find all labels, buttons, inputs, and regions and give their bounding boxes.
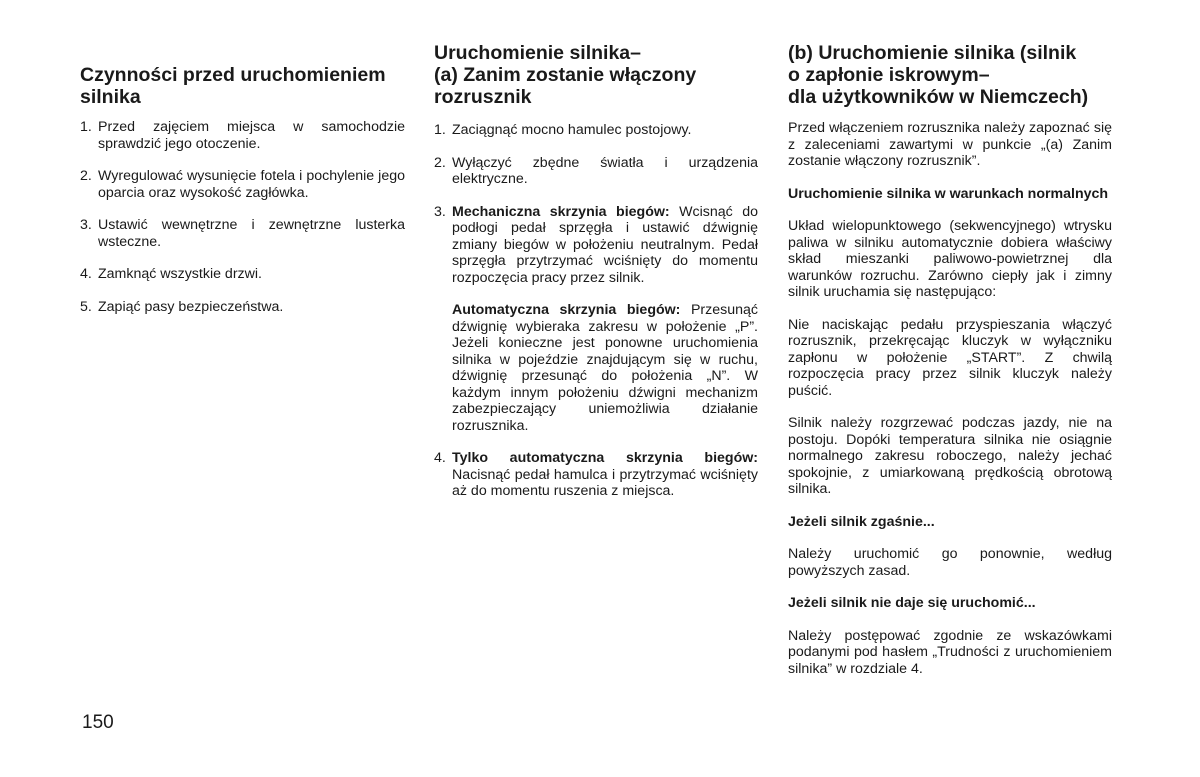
column-3: [788, 42, 1112, 677]
list-text: Zaciągnąć mocno hamulec postojowy.: [452, 122, 692, 138]
paragraph: Silnik należy rozgrzewać podczas jazdy, nie na postoju. Dopóki temperatura silnika nie osiągnie normalnego zakresu roboczego, należy jechać spokojnie, z umiarkowaną prędkością obrotową silnika.: [788, 415, 1112, 497]
list-text: Przesunąć dźwignię wybieraka zakresu w położenie „P”. Jeżeli konieczne jest ponowne uruchomienia silnika w pojeździe znajdującym się w ruchu, dźwignię przesunąć do położenia „N”. W każdym innym położeniu dźwigni mechanizm zabezpieczający uniemożliwia działanie rozrusznika.: [452, 302, 758, 434]
list-item: [80, 168, 405, 201]
list-item: [434, 122, 758, 139]
list-bold-lead: Automatyczna skrzynia biegów:: [452, 302, 681, 318]
heading-line: rozrusznik: [434, 86, 532, 108]
list-number: 4.: [80, 266, 92, 282]
list-text: Wyłączyć zbędne światła i urządzenia elektryczne.: [452, 154, 758, 187]
list-text: Wcisnąć do podłogi pedał sprzęgła i ustawić dźwignię zmiany biegów w położeniu neutralnym. Pedał sprzęgła przytrzymać wciśnięty do momentu rozpoczęcia pracy przez silnik.: [452, 203, 758, 286]
list-number: 1.: [80, 119, 92, 135]
list-item: [80, 217, 405, 250]
list-item: [80, 266, 405, 283]
list-text: Ustawić wewnętrzne i zewnętrzne lusterka wsteczne.: [98, 217, 405, 250]
subheading: Jeżeli silnik nie daje się uruchomić...: [788, 595, 1036, 611]
list-text: Wyregulować wysunięcie fotela i pochylenie jego oparcia oraz wysokość zagłówka.: [98, 168, 405, 201]
list-number: 2.: [80, 168, 92, 184]
list-item: [434, 450, 758, 500]
list-number: 3.: [434, 203, 446, 220]
list-item: [80, 299, 405, 316]
list-bold-lead: Mechaniczna skrzynia biegów:: [452, 203, 670, 220]
subheading: Uruchomienie silnika w warunkach normalnych: [788, 185, 1109, 202]
paragraph: Nie naciskając pedału przyspieszania włączyć rozrusznik, przekręcając kluczyk w wyłączniku zapłonu w położenie „START”. Z chwilą rozpoczęcia pracy przez silnik kluczyk należy puścić.: [788, 316, 1112, 399]
column-1: [80, 64, 405, 315]
section-heading-engine-start-b: [788, 42, 1112, 108]
paragraph: Należy postępować zgodnie ze wskazówkami podanymi pod hasłem „Trudności z uruchomieniem silnika” w rozdziale 4.: [788, 627, 1112, 677]
list-number: 3.: [80, 217, 92, 233]
list-item: [434, 204, 758, 287]
paragraph: Układ wielopunktowego (sekwencyjnego) wtrysku paliwa w silniku automatycznie dobiera właściwy skład mieszanki paliwowo-powietrznej dla warunków rozruchu. Zarówno ciepły jak i zimny silnik uruchamia się następująco:: [788, 218, 1112, 300]
heading-line: o zapłonie iskrowym–: [788, 64, 990, 86]
paragraph: Przed włączeniem rozrusznika należy zapoznać się z zaleceniami zawartymi w punkcie „(a) Zanim zostanie włączony rozrusznik”.: [788, 120, 1112, 169]
column-2: [434, 42, 758, 500]
section-heading-engine-start-a: [434, 42, 758, 108]
heading-line: silnika: [80, 86, 141, 108]
heading-line: (b) Uruchomienie silnika (silnik: [788, 42, 1077, 64]
section-heading-before-start: [80, 64, 405, 108]
page-number: 150: [82, 712, 114, 733]
paragraph: Należy uruchomić go ponownie, według powyższych zasad.: [788, 546, 1112, 579]
list-number: 2.: [434, 154, 446, 171]
list-text: Przed zajęciem miejsca w samochodzie sprawdzić jego otoczenie.: [98, 119, 405, 152]
list-bold-lead: Tylko automatyczna skrzynia biegów:: [452, 450, 758, 466]
list-text: Zapiąć pasy bezpieczeństwa.: [98, 298, 284, 315]
sub-paragraph: [434, 302, 758, 434]
list-number: 5.: [80, 298, 92, 315]
subheading: Jeżeli silnik zgaśnie...: [788, 513, 935, 530]
heading-line: dla użytkowników w Niemczech): [788, 86, 1089, 108]
heading-line: Uruchomienie silnika–: [434, 42, 641, 64]
list-item: [434, 155, 758, 188]
heading-line: (a) Zanim zostanie włączony: [434, 64, 697, 86]
list-number: 1.: [434, 122, 446, 138]
list-text: Zamknąć wszystkie drzwi.: [98, 266, 262, 282]
list-number: 4.: [434, 450, 446, 466]
list-text: Nacisnąć pedał hamulca i przytrzymać wciśnięty aż do momentu ruszenia z miejsca.: [452, 466, 758, 499]
list-item: [80, 119, 405, 152]
heading-line: Czynności przed uruchomieniem: [80, 64, 386, 86]
